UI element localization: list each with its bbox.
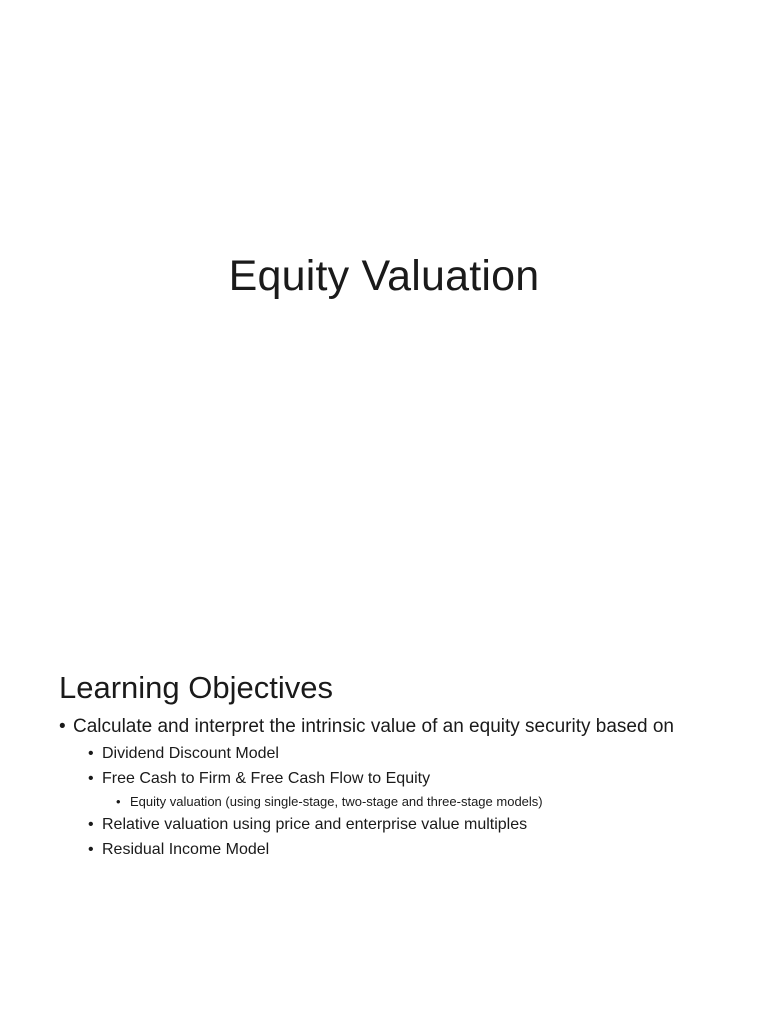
bullet-icon: • bbox=[88, 745, 94, 762]
bullet-icon: • bbox=[116, 794, 121, 809]
bullet-text: Residual Income Model bbox=[102, 841, 270, 858]
slide-title: Equity Valuation bbox=[228, 251, 540, 300]
bullet-icon: • bbox=[88, 816, 94, 833]
bullet-text: Relative valuation using price and enterprise value multiples bbox=[102, 816, 528, 833]
bullet-icon: • bbox=[88, 770, 94, 787]
bullet-text: Equity valuation (using single-stage, two-stage and three-stage models) bbox=[130, 794, 543, 809]
objectives-slide bbox=[0, 576, 768, 1024]
bullet-text: Dividend Discount Model bbox=[102, 745, 279, 762]
bullet-text: Calculate and interpret the intrinsic value of an equity security based on bbox=[73, 716, 674, 737]
bullet-item bbox=[59, 814, 719, 835]
bullet-item bbox=[59, 793, 719, 810]
bullet-item bbox=[59, 714, 719, 739]
bullet-icon: • bbox=[88, 841, 94, 858]
bullet-icon: • bbox=[59, 716, 66, 737]
bullet-item bbox=[59, 839, 719, 860]
bullet-list bbox=[59, 714, 719, 864]
section-title: Learning Objectives bbox=[59, 669, 333, 705]
bullet-text: Free Cash to Firm & Free Cash Flow to Equity bbox=[102, 770, 431, 787]
bullet-item bbox=[59, 743, 719, 764]
bullet-item bbox=[59, 768, 719, 789]
